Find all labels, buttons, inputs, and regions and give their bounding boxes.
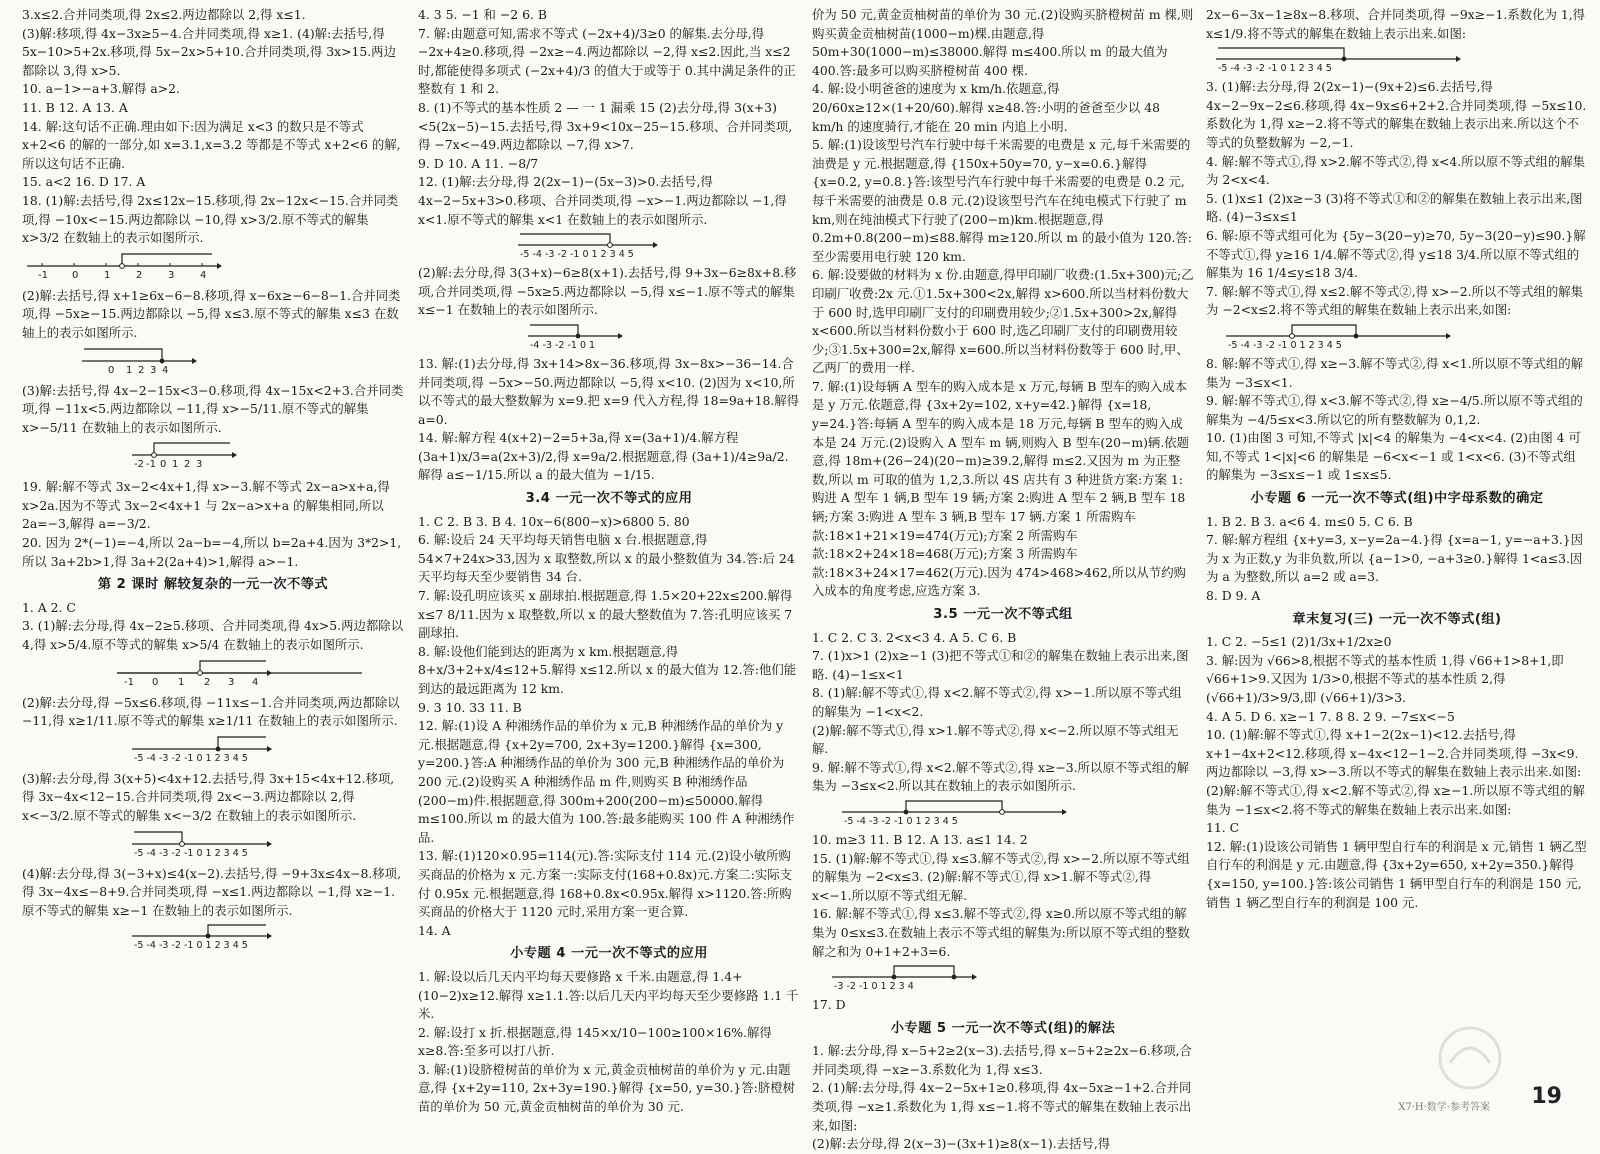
- svg-text:2: 2: [184, 459, 191, 471]
- text-line: 4. 3 5. −1 和 −2 6. B: [418, 7, 547, 22]
- text-line: 7. 解:解方程组 {x+y=3, x−y=2a−4.}得 {x=a−1, y=−a+3.}因为 x 为正数,y 为非负数,所以 {a−1>0, −a+3≥0.}解得 1<a≤3.因为 a 为整数,所以 a=2 或 a=3.: [1206, 532, 1584, 585]
- text-line: 2x−6−3x−1≥8x−8.移项、合并同类项,得 −9x≥−1.系数化为 1,得 x≤1/9.将不等式的解集在数轴上表示出来.如图:: [1206, 7, 1586, 41]
- svg-text:-5 -4 -3 -2 -1 0 1 2 3 4: -5 -4 -3 -2 -1 0 1 2 3 4 5: [844, 815, 958, 827]
- svg-text:-1: -1: [38, 269, 48, 281]
- svg-text:4: 4: [252, 676, 259, 688]
- text-line: 9. 解:解不等式①,得 x<2.解不等式②,得 x≥−3.所以原不等式组的解集为 −3≤x<2.所以其在数轴上的表示如图所示.: [812, 759, 1190, 794]
- number-line-figure: [22, 345, 404, 379]
- text-line: 8. (1)不等式的基本性质 2 — 一 1 漏乘 15 (2)去分母,得 3(x+3)<5(2x−5)−15.去括号,得 3x+9<10x−25−15.移项、合并同类项,得 −7x<−49.两边都除以 −7,得 x>7.: [418, 99, 793, 153]
- text-line: 10. (1)解:解不等式①,得 x+1−2(2x−1)<12.去括号,得 x+1−4x+2<12.移项,得 x−4x<12−1−2.合并同类项,得 −3x<9.两边都除以 −3,得 x>−3.所以不等式的解集在数轴上表示出来.如图:: [1206, 727, 1582, 780]
- svg-text:-5 -4 -3 -2 -1 0 1 2 3 4 5: -5 -4 -3 -2 -1 0 1 2 3 4 5: [134, 940, 248, 952]
- number-line-figure: [22, 657, 404, 691]
- text-line: (2)解:解不等式①,得 x>1.解不等式②,得 x<−2.所以原不等式组无解.: [812, 722, 1179, 757]
- text-line: (2)解:解不等式①,得 x<2.解不等式②,得 x≥−1.所以原不等式组的解集为 −1≤x<2.将不等式的解集在数轴上表示出来.如图:: [1206, 782, 1585, 817]
- svg-text:0: 0: [72, 269, 79, 281]
- text-line: 13. 解:(1)去分母,得 3x+14>8x−36.移项,得 3x−8x>−36−14.合并同类项,得 −5x>−50.两边都除以 −5,得 x<10. (2)因为 x<10,所以不等式的最大整数解为 x=9.把 x=9 代入方程,得 18=9a+18.解得 a=0.: [418, 355, 800, 427]
- text-line: 11. C: [1206, 820, 1240, 836]
- svg-text:-4 -3 -2 -1 0 1: -4 -3 -2 -1 0 1: [530, 339, 596, 351]
- text-line: 15. a<2 16. D 17. A: [22, 174, 146, 190]
- text-line: (4)解:去分母,得 3(−3+x)≤4(x−2).去括号,得 −9+3x≤4x−8.移项,得 3x−4x≤−8+9.合并同类项,得 −x≤1.两边都除以 −1,得 x≥−1.原不等式的解集 x≥−1 在数轴上的表示如图所示.: [22, 865, 402, 918]
- number-line-figure: [22, 439, 404, 475]
- text-line: 14. 解:这句话不正确.理由如下:因为满足 x<3 的数只是不等式 x+2<6 的解的一部分,如 x=3.1,x=3.2 等都是不等式 x+2<6 的解,所以这句话不正确.: [22, 118, 401, 171]
- text-line: 9. D 10. A 11. −8/7: [418, 155, 539, 171]
- text-line: 2. (1)解:去分母,得 4x−2−5x+1≥0.移项,得 4x−5x≥−1+2.合并同类项,得 −x≥1.系数化为 1,得 x≤−1.将不等式的解集在数轴上表示出来,如图:: [812, 1080, 1192, 1133]
- text-line: 6. 解:设后 24 天平均每天销售电脑 x 台.根据题意,得 54×7+24x>33,因为 x 取整数,所以 x 的最小整数值为 34.答:后 24 天平均每天至少要销售 34 台.: [418, 532, 795, 585]
- text-line: 1. 解:去分母,得 x−5+2≥2(x−3).去括号,得 x−5+2≥2x−6.移项,合并同类项,得 −x≥−3.系数化为 1,得 x≤3.: [812, 1043, 1192, 1077]
- text-line: 13. 解:(1)120×0.95=114(元).答:实际支付 114 元.(2)设小敏所购买商品的价格为 x 元.方案一:实际支付(168+0.8x)元.方案二:实际支付 0.95x 元.根据题意,得 168+0.8x<0.95x.解得 x>1120.答:所购买商品的价格大于 1120 元时,采用方案一更合算.: [418, 848, 793, 920]
- text-line: (2)解:去分母,得 2(x−3)−(3x+1)≥8(x−1).去括号,得: [812, 1136, 1111, 1152]
- text-line: 6. 解:原不等式组可化为 {5y−3(20−y)≥70, 5y−3(20−y)≤90.}解不等式①,得 y≥16 1/4.解不等式②,得 y≤18 3/4.所以原不等式组的解集为 16 1/4≤y≤18 3/4.: [1206, 227, 1586, 281]
- text-line: (3)解:去括号,得 4x−2−15x<3−0.移项,得 4x−15x<2+3.合并同类项,得 −11x<5.两边都除以 −11,得 x>−5/11.原不等式的解集 x>−5/11 在数轴上的表示如图所示.: [22, 382, 404, 435]
- number-line-figure: [22, 922, 404, 952]
- text-line: 19. 解:解不等式 3x−2<4x+1,得 x>−3.解不等式 2x−a>x+a,得 x>2a.因为不等式 3x−2<4x+1 与 2x−a>x+a 的解集相同,所以 2a=−3,解得 a=−3/2.: [22, 479, 390, 532]
- svg-text:3: 3: [228, 676, 235, 688]
- text-line: 5. (1)x≤1 (2)x≥−3 (3)将不等式①和②的解集在数轴上表示出来,图略. (4)−3≤x≤1: [1206, 190, 1583, 225]
- svg-text:0: 0: [152, 676, 159, 688]
- text-line: 7. 解:(1)设每辆 A 型车的购入成本是 x 万元,每辆 B 型车的购入成本是 y 万元.依题意,得 {3x+2y=102, x+y=42.}解得 {x=18, y=24.}答:每辆 A 型车的购入成本是 18 万元,每辆 B 型车的购入成本是 24 万元.(2)设购入 A 型车 m 辆,则购入 B 型车(20−m)辆.依题意,得 18m+(26−24)(20−m)≥39.2,解得 m≤2.又因为 m 为正整数,所以 m 可取的值为 1,2,3.所以 4S 店共有 3 种进货方案:方案 1:购进 A 型车 1 辆,B 型车 19 辆;方案 2:购进 A 型车 2 辆,B 型车 18 辆;方案 3:购进 A 型车 3 辆,B 型车 17 辆.方案 1 所需购车款:18×1+21×19=474(万元);方案 2 所需购车款:18×2+24×18=468(万元);方案 3 所需购车款:18×3+24×17=462(万元).因为 474>468>462,所以从节约购入成本的角度考虑,应选方案 3.: [812, 378, 1190, 599]
- section-title: 3.5 一元一次不等式组: [933, 607, 1073, 622]
- text-line: 11. B 12. A 13. A: [22, 99, 128, 115]
- text-line: 1. A 2. C: [22, 599, 76, 615]
- text-line: 14. 解:解方程 4(x+2)−2=5+3a,得 x=(3a+1)/4.解方程 (3a+1)x/3=a(2x+3)/2,得 x=9a/2.根据题意,得 (3a+1)/4≥9a/2.解得 a≤−1/15.所以 a 的最大值为 −1/15.: [418, 430, 789, 483]
- text-line: 6. 解:设要做的材料为 x 份.由题意,得甲印刷厂收费:(1.5x+300)元;乙印刷厂收费:2x 元.①1.5x+300<2x,解得 x>600.所以当材料份数大于 600 时,选甲印刷厂支付的印刷费用较少;②1.5x+300>2x,解得 x<600.所以当材料份数小于 600 时,选乙印刷厂支付的印刷费用较少;③1.5x+300=2x,解得 x=600.所以当材料份数等于 600 时,甲、乙两厂的费用一样.: [812, 267, 1194, 376]
- text-line: 8. (1)解:解不等式①,得 x<2.解不等式②,得 x>−1.所以原不等式组的解集为 −1<x<2.: [812, 685, 1182, 719]
- page-footnote: X7·H·数学·参考答案: [1398, 1102, 1490, 1113]
- number-line-figure: [22, 250, 404, 284]
- text-line: 12. 解:(1)设 A 种湘绣作品的单价为 x 元,B 种湘绣作品的单价为 y 元.根据题意,得 {x+2y=700, 2x+3y=1200.}解得 {x=300, y=200.}答:A 种湘绣作品的单价为 300 元,B 种湘绣作品的单价为 200 元.(2)设购买 A 种湘绣作品 m 件,则购买 B 种湘绣作品(200−m)件.根据题意,得 300m+200(200−m)≤50000.解得 m≤100.所以 m 的最大值为 100.答:最多能购买 100 件 A 种湘绣作品.: [418, 718, 795, 845]
- number-line-figure: [418, 322, 800, 352]
- svg-text:-5 -4 -3 -2 -1 0 1 2 3 4 5: -5 -4 -3 -2 -1 0 1 2 3 4 5: [134, 847, 248, 859]
- svg-text:-5 -4 -3 -2 -1 0 1 2 3 4: -5 -4 -3 -2 -1 0 1 2 3 4 5: [1228, 339, 1342, 351]
- number-line-figure: [22, 733, 404, 767]
- section-title: 3.4 一元一次不等式的应用: [525, 491, 693, 507]
- column-1: [22, 6, 404, 1106]
- text-line: 1. 解:设以后几天内平均每天要修路 x 千米.由题意,得 1.4+(10−2)x≥12.解得 x≥1.1.答:以后几天内平均每天至少要修路 1.1 千米.: [418, 968, 799, 1022]
- number-line-figure: [418, 231, 800, 261]
- text-line: 1. C 2. B 3. B 4. 10x−6(800−x)>6800 5. 80: [418, 513, 690, 529]
- text-line: 4. 解:设小明爸爸的速度为 x km/h.依题意,得 20/60x≥12×(1+20/60).解得 x≥48.答:小明的爸爸至少以 48 km/h 的速度骑行,才能在 20 min 内追上小明.: [812, 81, 1160, 134]
- text-line: 3.x≤2.合并同类项,得 2x≤2.两边都除以 2,得 x≤1.: [22, 7, 306, 22]
- text-line: 3. (1)解:去分母,得 2(2x−1)−(9x+2)≤6.去括号,得 4x−2−9x−2≤6.移项,得 4x−9x≤6+2+2.合并同类项,得 −5x≤10.系数化为 1,得 x≥−2.将不等式的解集在数轴上表示出来.所以这个不等式的负整数解为 −2,−1.: [1206, 79, 1587, 150]
- text-line: 7. 解:设孔明应该买 x 副球拍.根据题意,得 1.5×20+22x≤200.解得 x≤7 8/11.因为 x 取整数,所以 x 的最大整数值为 7.答:孔明应该买 7 副球拍.: [418, 588, 793, 641]
- svg-text:3: 3: [168, 269, 175, 281]
- text-line: (2)解:去分母,得 3(3+x)−6≥8(x+1).去括号,得 9+3x−6≥8x+8.移项,合并同类项,得 −5x≥5.两边都除以 −5,得 x≤−1.原不等式的解集 x≤−1 在数轴上的表示如图所示.: [418, 265, 797, 318]
- page-number: 19: [1531, 1084, 1562, 1109]
- text-line: 12. (1)解:去分母,得 2(2x−1)−(5x−3)>0.去括号,得 4x−2−5x+3>0.移项、合并同类项,得 −x>−1.两边都除以 −1,得 x<1.原不等式的解集 x<1 在数轴上的表示如图所示.: [418, 174, 787, 227]
- text-line: 7. 解:解不等式①,得 x≤2.解不等式②,得 x>−2.所以不等式组的解集为 −2<x≤2.将不等式组的解集在数轴上表示出来,如图:: [1206, 283, 1584, 318]
- section-title: 小专题 4 一元一次不等式的应用: [510, 946, 708, 962]
- text-line: 9. 3 10. 33 11. B: [418, 699, 522, 715]
- number-line-figure: [22, 828, 404, 862]
- text-line: 7. 解:由题意可知,需求不等式 (−2x+4)/3≥0 的解集.去分母,得 −2x+4≥0.移项,得 −2x≥−4.两边都除以 −2,得 x≤2.因此,当 x≤2 时,都能使得多项式 (−2x+4)/3 的值大于或等于 0.其中满足条件的正整数有 1 和 2.: [418, 25, 796, 97]
- svg-text:-3 -2 -1 0 1 2 3 4: -3 -2 -1 0 1 2 3 4: [834, 981, 914, 993]
- section-title: 第 2 课时 解较复杂的一元一次不等式: [97, 577, 329, 593]
- text-line: 18. (1)解:去括号,得 2x≤12x−15.移项,得 2x−12x<−15.合并同类项,得 −10x<−15.两边都除以 −10,得 x>3/2.原不等式的解集 x>3/2 在数轴上的表示如图所示.: [22, 192, 399, 246]
- text-line: 15. (1)解:解不等式①,得 x≤3.解不等式②,得 x>−2.所以原不等式组的解集为 −2<x≤3. (2)解:解不等式①,得 x>1.解不等式②,得 x<−1.所以原不等式组无解.: [812, 850, 1190, 903]
- watermark-logo: [1410, 1023, 1530, 1093]
- number-line-figure: [812, 963, 1194, 993]
- svg-text:3: 3: [150, 364, 157, 376]
- number-line-figure: [812, 798, 1194, 828]
- svg-text:1: 1: [178, 676, 185, 688]
- svg-text:2: 2: [136, 269, 143, 281]
- text-line: (3)解:去分母,得 3(x+5)<4x+12.去括号,得 3x+15<4x+12.移项,得 3x−4x<12−15.合并同类项,得 2x<−3.两边都除以 2,得 x<−3/2.原不等式的解集 x<−3/2 在数轴上的表示如图所示.: [22, 770, 395, 823]
- text-line: 1. C 2. −5≤1 (2)1/3x+1/2x≥0: [1206, 634, 1392, 650]
- text-line: 3. (1)解:去分母,得 4x−2≥5.移项、合并同类项,得 4x>5.两边都除以 4,得 x>5/4.原不等式的解集 x>5/4 在数轴上的表示如图所示.: [22, 618, 404, 653]
- column-2: [418, 6, 800, 1115]
- text-line: 3. 解:(1)设脐橙树苗的单价为 x 元,黄金贡柚树苗的单价为 y 元.由题意,得 {x+2y=110, 2x+3y=190.}解得 {x=50, y=30.}答:脐橙树苗的单价为 50 元,黄金贡柚树苗的单价为 30 元.: [418, 1061, 796, 1115]
- svg-text:4: 4: [200, 269, 207, 281]
- number-line-figure: [1206, 45, 1588, 75]
- text-line: (3)解:移项,得 4x−3x≥5−4.合并同类项,得 x≥1. (4)解:去括号,得 5x−10>5+2x.移项,得 5x−2x>5+10.合并同类项,得 3x>15.两边都除以 3,得 x>5.: [22, 25, 396, 78]
- number-line-figure: [1206, 322, 1588, 352]
- text-line: 10. a−1>−a+3.解得 a>2.: [22, 81, 180, 97]
- text-line: 1. B 2. B 3. a<6 4. m≤0 5. C 6. B: [1206, 513, 1413, 529]
- svg-text:3: 3: [196, 459, 203, 471]
- text-line: 20. 因为 2*(−1)=−4,所以 2a−b=−4,所以 b=2a+4.因为 3*2>1,所以 3a+2b>1,得 3a+2(2a+4)>1,解得 a>−1.: [22, 535, 402, 569]
- svg-text:-1: -1: [124, 676, 134, 688]
- text-line: 3. 解:因为 √66>8,根据不等式的基本性质 1,得 √66+1>8+1,即 √66+1>9.又因为 1/3>0,根据不等式的基本性质 2,得 (√66+1)/3>9/3,即 (√66+1)/3>3.: [1206, 652, 1564, 705]
- text-line: 4. 解:解不等式①,得 x>2.解不等式②,得 x<4.所以原不等式组的解集为 2<x<4.: [1206, 153, 1586, 188]
- text-line: 2. 解:设打 x 折.根据题意,得 145×x/10−100≥100×16%.解得 x≥8.答:至多可以打八折.: [418, 1024, 772, 1059]
- svg-text:1: 1: [104, 269, 111, 281]
- text-line: 1. C 2. C 3. 2<x<3 4. A 5. C 6. B: [812, 629, 1017, 645]
- text-line: 价为 50 元,黄金贡柚树苗的单价为 30 元.(2)设购买脐橙树苗 m 棵,则购买黄金贡柚树苗(1000−m)棵.由题意,得 50m+30(1000−m)≤38000.解得 m≤400.所以 m 的最大值为 400.答:最多可以购买脐橙树苗 400 棵.: [812, 7, 1194, 78]
- section-title: 章末复习(三) 一元一次不等式(组): [1292, 611, 1502, 627]
- text-line: 12. 解:(1)设该公司销售 1 辆甲型自行车的利润是 x 元,销售 1 辆乙型自行车的利润是 y 元.由题意,得 {3x+2y=650, x+2y=350.}解得 {x=150, y=100.}答:该公司销售 1 辆甲型自行车的利润是 150 元,销售 1 辆乙型自行车的利润是 100 元.: [1206, 838, 1587, 910]
- text-line: 8. 解:解不等式①,得 x≥−3.解不等式②,得 x<1.所以原不等式组的解集为 −3≤x<1.: [1206, 355, 1584, 390]
- svg-text:-5 -4 -3 -2 -1 0 1 2 3 4 5: -5 -4 -3 -2 -1 0 1 2 3 4 5: [134, 752, 248, 764]
- text-line: (2)解:去分母,得 −5x≤6.移项,得 −11x≤−1.合并同类项,两边都除以 −11,得 x≥1/11.原不等式的解集 x≥1/11 在数轴上的表示如图所示.: [22, 694, 400, 729]
- svg-text:1: 1: [172, 459, 179, 471]
- text-line: 8. D 9. A: [1206, 588, 1261, 604]
- section-title: 小专题 6 一元一次不等式(组)中字母系数的确定: [1250, 491, 1544, 507]
- column-3: [812, 6, 1194, 1152]
- svg-text:-2: -2: [134, 459, 144, 471]
- text-line: 7. (1)x>1 (2)x≥−1 (3)把不等式①和②的解集在数轴上表示出来,图略. (4)−1≤x<1: [812, 648, 1189, 682]
- svg-text:2: 2: [138, 364, 145, 376]
- svg-text:0: 0: [108, 364, 115, 376]
- text-line: 10. (1)由图 3 可知,不等式 |x|<4 的解集为 −4<x<4. (2)由图 4 可知,不等式 1<|x|<6 的解集是 −6<x<−1 或 1<x<6. (3)不等式组的解集为 −3≤x≤−1 或 1≤x≤5.: [1206, 430, 1581, 483]
- text-line: (2)解:去括号,得 x+1≥6x−6−8.移项,得 x−6x≥−6−8−1.合并同类项,得 −5x≥−15.两边都除以 −5,得 x≤3.原不等式的解集 x≤3 在数轴上的表示如图所示.: [22, 287, 401, 340]
- section-title: 小专题 5 一元一次不等式(组)的解法: [890, 1020, 1116, 1036]
- text-line: 4. A 5. D 6. x≥−1 7. 8 8. 2 9. −7≤x<−5: [1206, 708, 1455, 724]
- svg-text:-5 -4 -3 -2 -1 0 1 2 3 4 5: -5 -4 -3 -2 -1 0 1 2 3 4 5: [520, 249, 634, 261]
- svg-text:0: 0: [160, 459, 167, 471]
- text-line: 8. 解:设他们能到达的距离为 x km.根据题意,得 8+x/3+2+x/4≤12+5.解得 x≤12.所以 x 的最大值为 12.答:他们能到达的最远距离为 12 km.: [418, 643, 797, 696]
- text-line: 14. A: [418, 922, 451, 938]
- svg-text:1: 1: [126, 364, 133, 376]
- column-4: [1206, 6, 1588, 1106]
- text-line: 9. 解:解不等式①,得 x<3.解不等式②,得 x≥−4/5.所以原不等式组的解集为 −4/5≤x<3.所以它的所有整数解为 0,1,2.: [1206, 393, 1583, 427]
- svg-text:4: 4: [162, 364, 169, 376]
- text-line: 17. D: [812, 997, 846, 1013]
- svg-text:2: 2: [204, 676, 211, 688]
- text-line: 16. 解:解不等式①,得 x≤3.解不等式②,得 x≥0.所以原不等式组的解集为 0≤x≤3.在数轴上表示不等式组的解集为:所以原不等式组的整数解之和为 0+1+2+3=6.: [812, 906, 1190, 959]
- text-line: 10. m≥3 11. B 12. A 13. a≤1 14. 2: [812, 831, 1028, 847]
- svg-text:-1: -1: [146, 459, 156, 471]
- svg-text:-5 -4 -3 -2 -1 0 1 2 3 4: -5 -4 -3 -2 -1 0 1 2 3 4 5: [1218, 63, 1332, 75]
- text-line: 5. 解:(1)设该型号汽车行驶中每千米需要的电费是 x 元,每千米需要的油费是 y 元.根据题意,得 {150x+50y=70, y−x=0.6.}解得 {x=0.2, y=0.8.}答:该型号汽车行驶中每千米需要的电费是 0.2 元,每千米需要的油费是 0.8 元.(2)设该型号汽车在纯电模式下行驶了 m km,则在纯油模式下行驶了(200−m)km.根据题意,得 0.2m+0.8(200−m)≤88.解得 m≥120.所以 m 的最小值为 120.答:至少需要用电行驶 120 km.: [812, 137, 1192, 264]
